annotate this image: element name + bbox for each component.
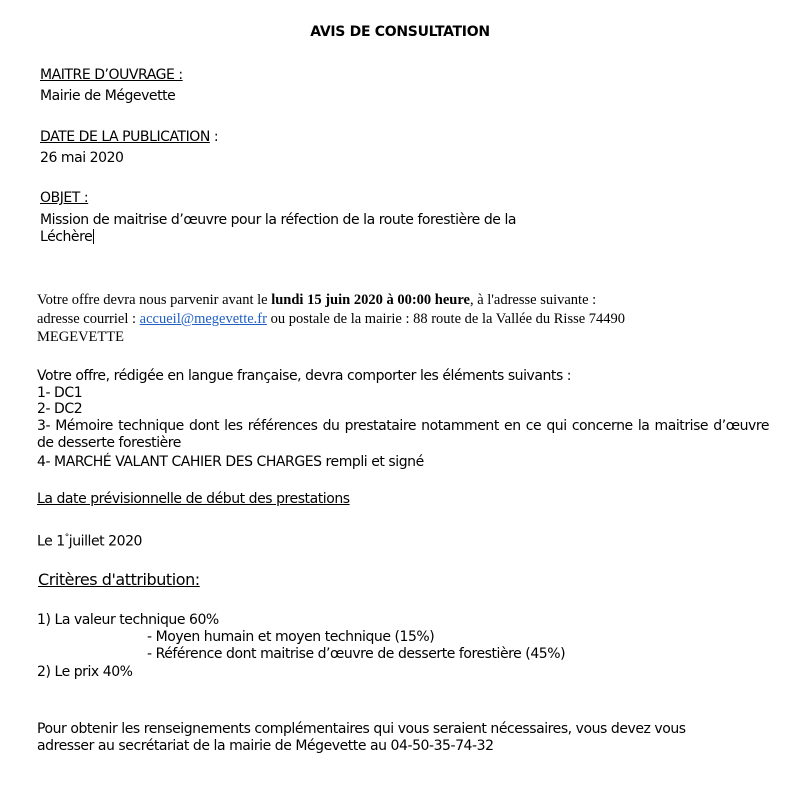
criteria-heading: Critères d'attribution:: [38, 570, 200, 589]
offer-line1-suffix: , à l'adresse suivante :: [469, 292, 597, 308]
document-title: AVIS DE CONSULTATION: [310, 24, 490, 40]
criteria-item: 1) La valeur technique 60%: [37, 612, 219, 628]
offer-deadline: lundi 15 juin 2020 à 00:00 heure: [271, 292, 470, 308]
email-link[interactable]: accueil@megevette.fr: [139, 311, 267, 327]
elements-intro: Votre offre, rédigée en langue française, devra comporter les éléments suivants :: [37, 368, 572, 384]
objet-line2-text: Léchère: [40, 229, 93, 245]
objet-line1: Mission de maitrise d’œuvre pour la réfection de la route forestière de la: [40, 212, 517, 228]
elements-item: 4- MARCHÉ VALANT CAHIER DES CHARGES rempli et signé: [37, 454, 424, 470]
publication-label: DATE DE LA PUBLICATION: [40, 129, 210, 145]
start-date-suffix: juillet 2020: [68, 533, 143, 550]
offer-line2-suffix: ou postale de la mairie : 88 route de la Vallée du Risse 74490: [266, 311, 626, 327]
offer-line1-prefix: Votre offre devra nous parvenir avant le: [37, 292, 272, 308]
publication-date-heading: [40, 129, 218, 145]
start-date-prefix: Le 1: [37, 533, 65, 550]
criteria-subitem: - Référence dont maitrise d’œuvre de desserte forestière (45%): [147, 646, 566, 662]
maitre-ouvrage-label: MAITRE D’OUVRAGE :: [40, 67, 183, 83]
contact-line1: Pour obtenir les renseignements complémentaires qui vous seraient nécessaires, vous devez vous: [37, 721, 686, 737]
elements-item: 1- DC1: [37, 385, 83, 401]
offer-line2-prefix: adresse courriel :: [37, 311, 140, 327]
objet-line2[interactable]: [40, 229, 94, 245]
maitre-ouvrage-value: Mairie de Mégevette: [40, 88, 176, 104]
objet-label: OBJET :: [40, 190, 89, 206]
elements-item: 2- DC2: [37, 401, 83, 417]
offer-line1: [37, 292, 596, 309]
elements-item: 3- Mémoire technique dont les références du prestataire notamment en ce qui concerne la maitrise d’œuvre de desserte forestière: [37, 418, 769, 451]
start-date-sup: °: [64, 533, 69, 543]
text-cursor: [93, 229, 94, 244]
criteria-item: 2) Le prix 40%: [37, 664, 133, 680]
offer-line2: [37, 311, 625, 328]
publication-date-value: 26 mai 2020: [40, 150, 124, 166]
start-date-heading: La date prévisionnelle de début des prestations: [37, 491, 350, 507]
criteria-subitem: - Moyen humain et moyen technique (15%): [147, 629, 435, 645]
offer-line3: MEGEVETTE: [37, 329, 124, 345]
start-date-value: [37, 533, 142, 550]
contact-line2: adresser au secrétariat de la mairie de Mégevette au 04-50-35-74-32: [37, 738, 494, 754]
publication-colon: :: [209, 129, 219, 145]
